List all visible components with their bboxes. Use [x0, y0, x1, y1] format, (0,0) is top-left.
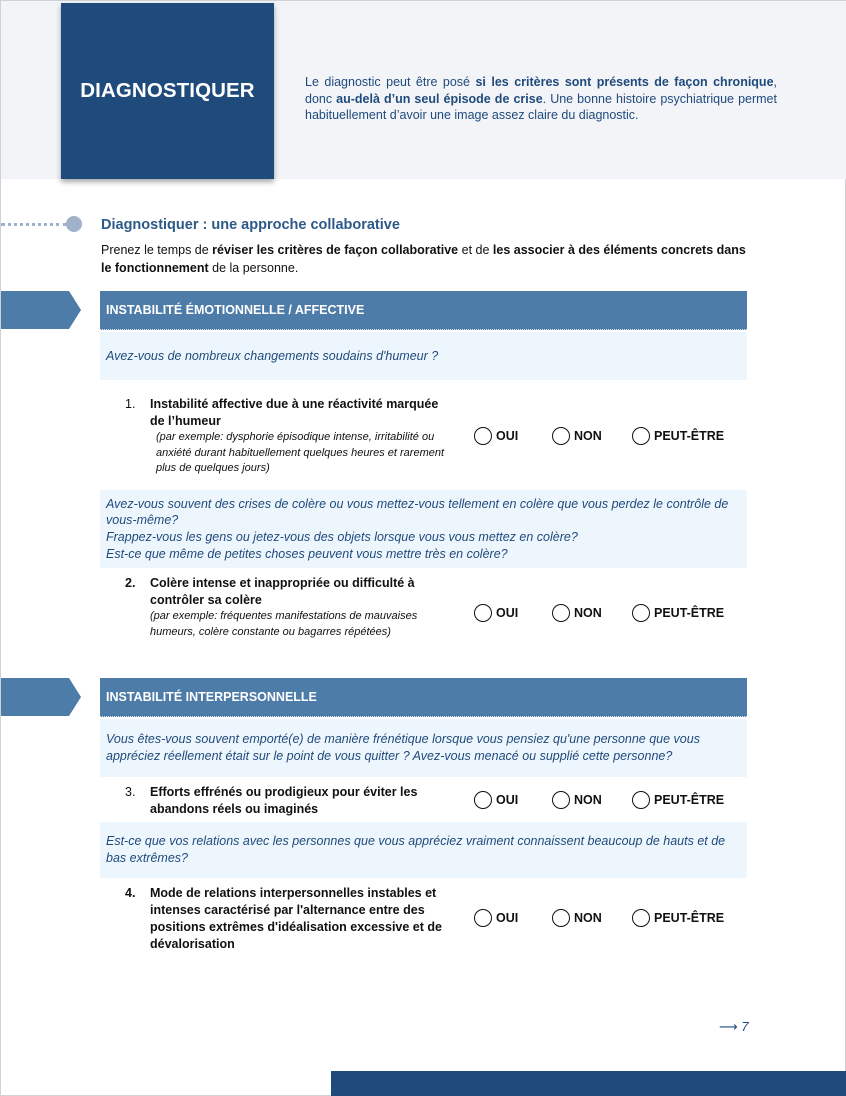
criterion-3 [125, 784, 455, 818]
option-oui-3[interactable] [474, 790, 518, 810]
criterion-1 [125, 396, 455, 477]
option-oui-2[interactable] [474, 603, 518, 623]
criterion-1-example: (par exemple: dysphorie épisodique intense, irritabilité ou anxiété durant habituellement quelques heures et rarement plus de quelques jours) [156, 431, 445, 474]
options-criterion-4 [474, 908, 734, 928]
criterion-1-number: 1. [125, 397, 136, 411]
lead-bold-1: réviser les critères de façon collaborative [212, 243, 459, 257]
radio-circle-icon[interactable] [474, 909, 492, 927]
option-peut-etre-1[interactable] [632, 426, 724, 446]
question-3-text: Vous êtes-vous souvent emporté(e) de manière frénétique lorsque vous pensiez qu'une personne que vous appréciez réellement était sur le point de vous quitter ? Avez-vous menacé ou supplié cette personne? [106, 732, 700, 763]
criterion-4-text: Mode de relations interpersonnelles instables et intenses caractérisé par l'alternance entre des positions extrêmes d'idéalisation excessive et de dévalorisation [150, 886, 442, 951]
option-label: PEUT-ÊTRE [654, 429, 725, 443]
option-label: NON [574, 793, 602, 807]
options-criterion-3 [474, 790, 734, 810]
option-non-3[interactable] [552, 790, 602, 810]
section-lead [101, 241, 749, 277]
option-label: OUI [496, 429, 519, 443]
radio-circle-icon[interactable] [632, 604, 650, 622]
option-label: NON [574, 911, 602, 925]
question-1-text: Avez-vous de nombreux changements soudains d'humeur ? [106, 348, 439, 363]
option-label: OUI [496, 793, 519, 807]
bullet-circle-icon [66, 216, 82, 232]
question-box-4 [100, 822, 747, 878]
band-interpersonal-instability: INSTABILITÉ INTERPERSONNELLE [100, 678, 747, 717]
lead-text-3: de la personne. [208, 261, 299, 275]
criterion-2 [125, 575, 455, 640]
options-criterion-2 [474, 603, 734, 623]
band-emotional-instability: INSTABILITÉ ÉMOTIONNELLE / AFFECTIVE [100, 291, 747, 330]
option-non-4[interactable] [552, 908, 602, 928]
question-4-text: Est-ce que vos relations avec les personnes que vous appréciez vraiment connaissent beaucoup de hauts et de bas extrêmes? [106, 834, 726, 865]
intro-text-2: , donc [305, 75, 778, 106]
option-label: OUI [496, 911, 519, 925]
option-label: PEUT-ÊTRE [654, 606, 725, 620]
question-box-3 [100, 719, 747, 777]
criterion-1-text: Instabilité affective due à une réactivité marquée de l’humeur [150, 397, 439, 428]
lead-bold-2: les associer à des éléments concrets dans le fonctionnement [101, 243, 746, 275]
option-peut-etre-3[interactable] [632, 790, 724, 810]
lead-text-1: Prenez le temps de [101, 243, 213, 257]
radio-circle-icon[interactable] [474, 427, 492, 445]
option-label: OUI [496, 606, 519, 620]
page-number: ⟶ 7 [719, 1019, 749, 1034]
radio-circle-icon[interactable] [552, 791, 570, 809]
radio-circle-icon[interactable] [632, 427, 650, 445]
radio-circle-icon[interactable] [632, 909, 650, 927]
option-oui-4[interactable] [474, 908, 518, 928]
question-box-2 [100, 490, 747, 568]
title-box [61, 3, 274, 179]
option-label: NON [574, 429, 602, 443]
criterion-2-number: 2. [125, 576, 136, 590]
intro-paragraph [305, 74, 777, 124]
radio-circle-icon[interactable] [632, 791, 650, 809]
criterion-4-number: 4. [125, 886, 136, 900]
radio-circle-icon[interactable] [474, 604, 492, 622]
radio-circle-icon[interactable] [552, 427, 570, 445]
option-peut-etre-2[interactable] [632, 603, 724, 623]
option-label: PEUT-ÊTRE [654, 911, 725, 925]
intro-bold-1: si les critères sont présents de façon chronique [475, 75, 774, 89]
option-label: PEUT-ÊTRE [654, 793, 725, 807]
option-oui-1[interactable] [474, 426, 518, 446]
intro-bold-2: au-delà d’un seul épisode de crise [336, 91, 543, 106]
section-title: Diagnostiquer : une approche collaborative [101, 217, 400, 233]
question-box-1 [100, 332, 747, 380]
criterion-2-text: Colère intense et inappropriée ou difficulté à contrôler sa colère [150, 576, 415, 607]
lead-text-2: et de [458, 243, 493, 257]
option-non-1[interactable] [552, 426, 602, 446]
criterion-2-example: (par exemple: fréquentes manifestations de mauvaises humeurs, colère constante ou bagarres répétées) [150, 610, 418, 638]
question-2-line-3: Est-ce que même de petites choses peuvent vous mettre très en colère? [106, 546, 508, 561]
option-peut-etre-4[interactable] [632, 908, 724, 928]
footer-bar [331, 1071, 846, 1096]
radio-circle-icon[interactable] [474, 791, 492, 809]
criterion-4 [125, 885, 455, 953]
dotted-line-decoration [1, 223, 67, 226]
intro-text-3: . Une bonne histoire psychiatrique permet habituellement d’avoir une image assez claire du diagnostic. [305, 91, 777, 123]
criterion-3-number: 3. [125, 785, 136, 799]
radio-circle-icon[interactable] [552, 604, 570, 622]
criterion-3-text: Efforts effrénés ou prodigieux pour éviter les abandons réels ou imaginés [150, 785, 418, 816]
arrow-tab-icon [1, 291, 81, 329]
option-non-2[interactable] [552, 603, 602, 623]
page-title: DIAGNOSTIQUER [80, 79, 255, 102]
intro-text-1: Le diagnostic peut être posé [305, 75, 476, 89]
arrow-tab-icon [1, 678, 81, 716]
radio-circle-icon[interactable] [552, 909, 570, 927]
question-2-line-1: Avez-vous souvent des crises de colère ou vous mettez-vous tellement en colère que vous perdez le contrôle de vous-même? [106, 496, 729, 528]
option-label: NON [574, 606, 602, 620]
options-criterion-1 [474, 426, 734, 446]
question-2-line-2: Frappez-vous les gens ou jetez-vous des objets lorsque vous vous mettez en colère? [106, 530, 578, 544]
